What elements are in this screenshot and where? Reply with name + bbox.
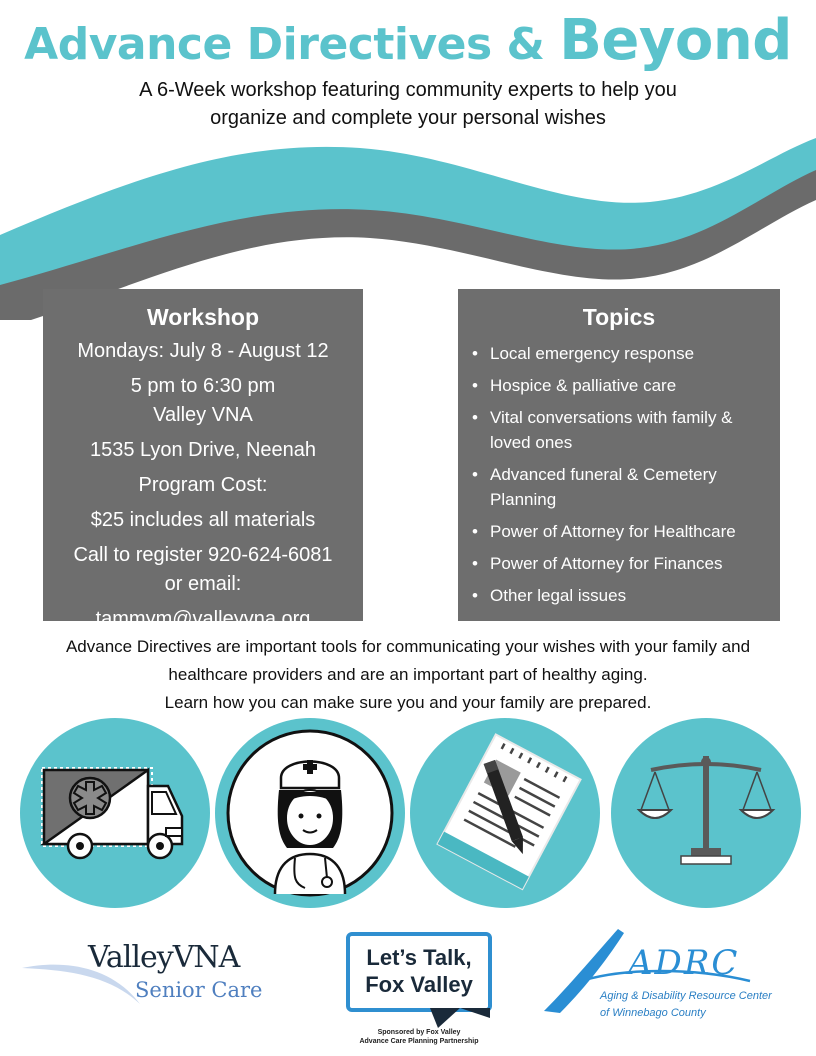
workshop-box <box>43 289 363 630</box>
page-title <box>0 8 816 73</box>
workshop-time: 5 pm to 6:30 pm <box>130 375 276 397</box>
subtitle-line-2: organize and complete your personal wishes <box>210 107 606 129</box>
topic-item: • Power of Attorney for Finances <box>472 551 762 576</box>
topic-item: • Vital conversations with family & loved ones <box>472 405 762 455</box>
speech-bubble <box>346 932 492 1012</box>
info-line-2: healthcare providers and are an important part of healthy aging. <box>168 665 648 684</box>
email-label: or email: <box>164 573 242 595</box>
topics-heading: Topics <box>582 304 656 330</box>
scales-icon <box>611 718 801 908</box>
topic-item: • Local emergency response <box>472 341 762 366</box>
topic-item: • Other legal issues <box>472 583 762 608</box>
adrc-letters: ADRC <box>628 943 740 983</box>
valley-vna-name: ValleyVNA <box>88 940 240 975</box>
title-emphasis: Beyond <box>559 8 792 73</box>
info-paragraph <box>20 633 796 717</box>
title-main: Advance Directives & <box>24 19 560 70</box>
workshop-dates: Mondays: July 8 - August 12 <box>77 340 329 362</box>
ltfv-line-1: Let’s Talk, <box>366 945 472 970</box>
workshop-heading: Workshop <box>146 304 260 330</box>
document-pen-icon <box>410 718 600 908</box>
workshop-venue: Valley VNA <box>153 404 253 426</box>
subtitle <box>60 76 756 132</box>
nurse-icon <box>215 718 405 908</box>
cost-value: $25 includes all materials <box>90 509 316 531</box>
sponsor-line-2: Advance Care Planning Partnership <box>359 1038 479 1045</box>
sponsor-text <box>340 1028 498 1046</box>
topics-box <box>458 289 780 621</box>
register-email: tammym@valleyvna.org <box>95 608 311 630</box>
valley-vna-logo <box>20 940 300 1020</box>
topics-list <box>472 341 762 608</box>
adrc-logo <box>540 925 780 1025</box>
speech-bubble-tail <box>430 1008 490 1030</box>
topic-item: • Advanced funeral & Cemetery Planning <box>472 462 762 512</box>
info-line-1: Advance Directives are important tools for communicating your wishes with your family and <box>65 637 751 656</box>
topic-item: • Hospice & palliative care <box>472 373 762 398</box>
adrc-line-1: Aging & Disability Resource Center <box>600 990 772 1002</box>
lets-talk-fox-valley-logo <box>340 930 498 1055</box>
ambulance-icon <box>20 718 210 908</box>
adrc-line-2: of Winnebago County <box>600 1007 706 1019</box>
topic-item: • Power of Attorney for Healthcare <box>472 519 762 544</box>
sponsor-line-1: Sponsored by Fox Valley <box>377 1029 461 1036</box>
cost-label: Program Cost: <box>138 474 268 496</box>
ltfv-line-2: Fox Valley <box>365 972 473 997</box>
info-line-3: Learn how you can make sure you and your family are prepared. <box>164 693 652 712</box>
register-phone: Call to register 920-624-6081 <box>73 544 333 566</box>
workshop-address: 1535 Lyon Drive, Neenah <box>89 439 317 461</box>
subtitle-line-1: A 6-Week workshop featuring community experts to help you <box>139 79 677 101</box>
valley-vna-subtitle: Senior Care <box>135 978 263 1002</box>
